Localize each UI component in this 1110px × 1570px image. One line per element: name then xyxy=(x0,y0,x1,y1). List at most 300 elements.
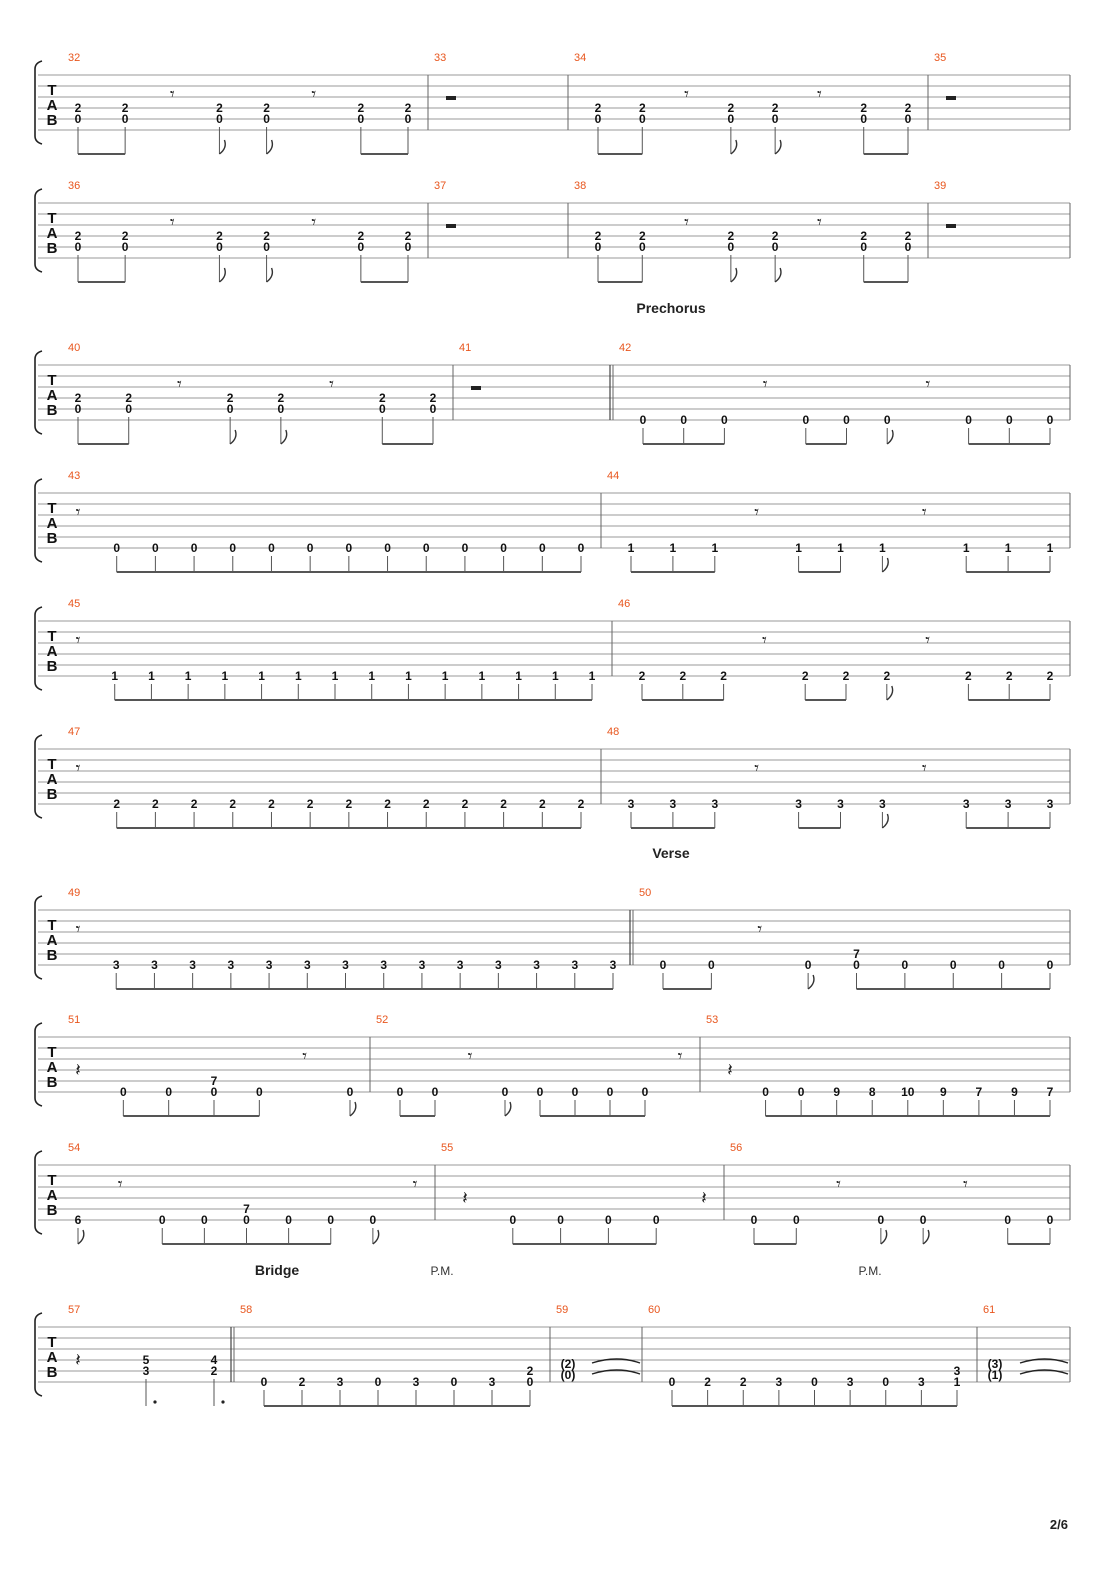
section-label: Prechorus xyxy=(636,300,706,316)
fret-number: 3 xyxy=(1046,797,1054,811)
fret-number: 3 xyxy=(953,1364,961,1378)
fret-number: 3 xyxy=(711,797,719,811)
eighth-rest: 𝄾 xyxy=(311,84,317,105)
eighth-rest: 𝄾 xyxy=(921,502,927,523)
fret-number: 0 xyxy=(327,1213,335,1227)
measure-number: 61 xyxy=(983,1304,996,1316)
fret-number: 2 xyxy=(216,101,223,115)
fret-number: 1 xyxy=(795,541,802,555)
fret-number: 0 xyxy=(369,1213,377,1227)
fret-number: 1 xyxy=(294,669,302,683)
note-flag xyxy=(267,140,273,154)
fret-number: 2 xyxy=(378,391,386,405)
fret-number: 0 xyxy=(501,1085,509,1099)
fret-number: 0 xyxy=(345,541,353,555)
fret-number: 0 xyxy=(804,958,812,972)
fret-number: 0 xyxy=(883,413,891,427)
fret-number: 0 xyxy=(639,413,647,427)
measure-number: 59 xyxy=(556,1304,569,1316)
eighth-rest: 𝄾 xyxy=(762,374,768,395)
fret-number: 1 xyxy=(405,669,412,683)
fret-number: 2 xyxy=(121,101,129,115)
fret-number: 0 xyxy=(1005,413,1013,427)
fret-number: 0 xyxy=(641,1085,649,1099)
fret-number: 0 xyxy=(638,112,646,126)
fret-number: 1 xyxy=(953,1375,961,1389)
tab-clef-t: T xyxy=(47,1044,57,1061)
eighth-rest: 𝄾 xyxy=(754,502,760,523)
fret-number: 3 xyxy=(418,958,426,972)
fret-number: 0 xyxy=(422,541,430,555)
fret-number: 0 xyxy=(509,1213,517,1227)
tab-clef-t: T xyxy=(47,372,57,389)
fret-number: 3 xyxy=(488,1375,496,1389)
fret-number: 2 xyxy=(594,229,602,243)
dot xyxy=(221,1400,224,1403)
fret-number: 0 xyxy=(721,413,728,427)
fret-number: 7 xyxy=(853,947,860,961)
whole-rest xyxy=(446,224,456,228)
fret-number: 0 xyxy=(357,240,365,254)
tab-system xyxy=(35,1142,1070,1244)
fret-number: 0 xyxy=(384,541,391,555)
note-flag xyxy=(373,1230,379,1244)
fret-number: 1 xyxy=(837,541,844,555)
tab-clef-t: T xyxy=(47,756,57,773)
measure-number: 41 xyxy=(459,342,472,354)
fret-number: 3 xyxy=(303,958,311,972)
fret-number: 2 xyxy=(268,797,275,811)
note-flag xyxy=(923,1230,929,1244)
tab-clef-a: A xyxy=(46,643,58,660)
fret-number: 2 xyxy=(638,229,646,243)
tab-clef-t: T xyxy=(47,1334,57,1351)
fret-number: 2 xyxy=(860,229,868,243)
fret-number: 3 xyxy=(918,1375,925,1389)
fret-number: 2 xyxy=(429,391,437,405)
whole-rest xyxy=(946,224,956,228)
system-bracket xyxy=(35,1313,42,1396)
tab-clef-b: B xyxy=(46,402,58,419)
system-bracket xyxy=(35,351,42,434)
fret-number: 3 xyxy=(227,958,235,972)
fret-number: 1 xyxy=(588,669,596,683)
tab-clef-b: B xyxy=(46,1202,58,1219)
note-flag xyxy=(887,430,893,444)
fret-number: 0 xyxy=(216,112,223,126)
fret-number: 2 xyxy=(500,797,507,811)
measure-number: 35 xyxy=(934,52,947,64)
fret-number: 1 xyxy=(1046,541,1054,555)
fret-number: 0 xyxy=(119,1085,127,1099)
fret-number: 0 xyxy=(1046,958,1054,972)
fret-number: 0 xyxy=(536,1085,544,1099)
fret-number: 1 xyxy=(711,541,719,555)
fret-number: 3 xyxy=(669,797,677,811)
note-flag xyxy=(78,1230,84,1244)
system-bracket xyxy=(35,735,42,818)
fret-number: 2 xyxy=(704,1375,711,1389)
fret-number: 1 xyxy=(879,541,886,555)
fret-number: 0 xyxy=(74,240,82,254)
system-bracket xyxy=(35,607,42,690)
fret-number: 2 xyxy=(152,797,159,811)
eighth-rest: 𝄾 xyxy=(169,84,175,105)
fret-number: 2 xyxy=(345,797,353,811)
fret-number: 3 xyxy=(837,797,844,811)
fret-number: 4 xyxy=(210,1353,218,1367)
fret-number: 2 xyxy=(404,101,412,115)
fret-number: 0 xyxy=(1004,1213,1012,1227)
note-flag xyxy=(281,430,287,444)
tab-clef-a: A xyxy=(46,1187,58,1204)
fret-number: 0 xyxy=(762,1085,769,1099)
fret-number: 0 xyxy=(346,1085,354,1099)
measure-number: 39 xyxy=(934,180,947,192)
system-bracket xyxy=(35,1151,42,1234)
fret-number: 0 xyxy=(860,112,868,126)
tab-system xyxy=(35,180,1070,282)
note-flag xyxy=(350,1102,356,1116)
note-flag xyxy=(775,268,781,282)
fret-number: 0 xyxy=(500,541,507,555)
fret-number: 0 xyxy=(860,240,868,254)
fret-number: 2 xyxy=(277,391,285,405)
fret-number: 2 xyxy=(461,797,469,811)
fret-number: 1 xyxy=(441,669,449,683)
fret-number: 3 xyxy=(142,1364,150,1378)
eighth-rest: 𝄾 xyxy=(921,758,927,779)
fret-number: 3 xyxy=(112,958,120,972)
note-flag xyxy=(731,140,737,154)
fret-number: 2 xyxy=(883,669,891,683)
fret-number: 3 xyxy=(380,958,388,972)
fret-number: 2 xyxy=(904,229,912,243)
eighth-rest: 𝄾 xyxy=(963,1174,968,1195)
fret-number: 0 xyxy=(263,240,270,254)
fret-number: 0 xyxy=(727,240,735,254)
tab-clef-a: A xyxy=(46,387,58,404)
fret-number: 0 xyxy=(668,1375,676,1389)
tab-clef-b: B xyxy=(46,240,58,257)
eighth-rest: 𝄾 xyxy=(757,919,763,940)
fret-number: 3 xyxy=(336,1375,344,1389)
tab-clef-t: T xyxy=(47,917,57,934)
tab-clef-b: B xyxy=(46,530,58,547)
measure-number: 55 xyxy=(441,1142,454,1154)
measure-number: 45 xyxy=(68,598,81,610)
measure-number: 56 xyxy=(730,1142,743,1154)
tab-clef-b: B xyxy=(46,1364,58,1381)
measure-number: 36 xyxy=(68,180,81,192)
fret-number: 0 xyxy=(853,958,860,972)
fret-number: 0 xyxy=(306,541,314,555)
system-bracket xyxy=(35,1023,42,1106)
fret-number: 3 xyxy=(627,797,635,811)
quarter-rest: 𝄽 xyxy=(727,1060,733,1081)
eighth-rest: 𝄾 xyxy=(817,212,822,233)
fret-number: 7 xyxy=(975,1085,983,1099)
fret-number: 0 xyxy=(904,240,912,254)
measure-number: 32 xyxy=(68,52,81,64)
fret-number: 3 xyxy=(609,958,617,972)
fret-number: 2 xyxy=(526,1364,534,1378)
fret-number: 2 xyxy=(74,391,82,405)
fret-number: 0 xyxy=(659,958,667,972)
measure-number: 33 xyxy=(434,52,447,64)
fret-number: 0 xyxy=(216,240,223,254)
fret-number: 0 xyxy=(1046,413,1054,427)
fret-number: 0 xyxy=(998,958,1005,972)
fret-number: 0 xyxy=(404,240,412,254)
tab-system xyxy=(35,300,1070,444)
fret-number: 1 xyxy=(627,541,635,555)
fret-number: 2 xyxy=(121,229,129,243)
measure-number: 52 xyxy=(376,1014,389,1026)
fret-number: 1 xyxy=(669,541,677,555)
fret-number: 0 xyxy=(594,240,602,254)
tab-system xyxy=(35,1262,1070,1406)
fret-number: 1 xyxy=(148,669,155,683)
fret-number: 0 xyxy=(121,240,129,254)
fret-number: 3 xyxy=(412,1375,420,1389)
fret-number: 3 xyxy=(879,797,886,811)
fret-number: 0 xyxy=(374,1375,382,1389)
fret-number: 0 xyxy=(74,402,82,416)
fret-number: 2 xyxy=(577,797,585,811)
fret-number: 0 xyxy=(882,1375,890,1389)
system-bracket xyxy=(35,61,42,144)
fret-number: 10 xyxy=(901,1085,915,1099)
fret-number: 0 xyxy=(260,1375,268,1389)
measure-number: 42 xyxy=(619,342,632,354)
fret-number: 0 xyxy=(357,112,365,126)
note-flag xyxy=(808,975,814,989)
fret-number: 2 xyxy=(727,101,735,115)
fret-number: 1 xyxy=(368,669,376,683)
fret-number: 0 xyxy=(965,413,972,427)
fret-number: (3) xyxy=(987,1357,1003,1371)
eighth-rest: 𝄾 xyxy=(75,630,81,651)
system-bracket xyxy=(35,896,42,979)
fret-number: 0 xyxy=(263,112,270,126)
fret-number: 2 xyxy=(210,1364,218,1378)
fret-number: 6 xyxy=(74,1213,82,1227)
note-flag xyxy=(731,268,737,282)
tab-system xyxy=(35,845,1070,989)
fret-number: 0 xyxy=(797,1085,805,1099)
eighth-rest: 𝄾 xyxy=(925,374,931,395)
fret-number: 2 xyxy=(1005,669,1013,683)
fret-number: 0 xyxy=(526,1375,534,1389)
tab-clef-a: A xyxy=(46,1349,58,1366)
system-bracket xyxy=(35,479,42,562)
system-bracket xyxy=(35,189,42,272)
eighth-rest: 𝄾 xyxy=(677,1046,683,1067)
fret-number: 1 xyxy=(551,669,559,683)
tab-clef-a: A xyxy=(46,771,58,788)
fret-number: 0 xyxy=(843,413,850,427)
eighth-rest: 𝄾 xyxy=(925,630,930,651)
fret-number: 9 xyxy=(1011,1085,1018,1099)
fret-number: 0 xyxy=(277,402,285,416)
eighth-rest: 𝄾 xyxy=(177,374,182,395)
measure-number: 47 xyxy=(68,726,81,738)
eighth-rest: 𝄾 xyxy=(684,84,689,105)
fret-number: 7 xyxy=(1046,1085,1054,1099)
fret-number: 3 xyxy=(456,958,464,972)
fret-number: 0 xyxy=(605,1213,612,1227)
fret-number: 3 xyxy=(189,958,196,972)
fret-number: 0 xyxy=(652,1213,660,1227)
fret-number: 2 xyxy=(771,101,779,115)
measure-number: 43 xyxy=(68,470,81,482)
fret-number: 0 xyxy=(158,1213,166,1227)
fret-number: (0) xyxy=(560,1368,576,1382)
measure-number: 46 xyxy=(618,598,631,610)
fret-number: 0 xyxy=(727,112,735,126)
fret-number: 2 xyxy=(229,797,237,811)
fret-number: 0 xyxy=(771,112,779,126)
fret-number: 3 xyxy=(962,797,970,811)
eighth-rest: 𝄾 xyxy=(467,1046,473,1067)
measure-number: 60 xyxy=(648,1304,661,1316)
fret-number: 0 xyxy=(571,1085,579,1099)
tab-system xyxy=(35,52,1070,154)
fret-number: 2 xyxy=(384,797,391,811)
fret-number: 2 xyxy=(638,669,646,683)
fret-number: 2 xyxy=(739,1375,747,1389)
fret-number: 0 xyxy=(949,958,957,972)
measure-number: 48 xyxy=(607,726,620,738)
note-flag xyxy=(230,430,236,444)
measure-number: 49 xyxy=(68,887,81,899)
eighth-rest: 𝄾 xyxy=(329,374,334,395)
note-flag xyxy=(882,558,888,572)
fret-number: (1) xyxy=(987,1368,1003,1382)
tab-clef-a: A xyxy=(46,515,58,532)
fret-number: 2 xyxy=(860,101,868,115)
fret-number: 0 xyxy=(802,413,810,427)
fret-number: 9 xyxy=(939,1085,947,1099)
fret-number: 3 xyxy=(495,958,502,972)
fret-number: 0 xyxy=(577,541,585,555)
whole-rest xyxy=(946,96,956,100)
fret-number: 0 xyxy=(125,402,133,416)
fret-number: 3 xyxy=(846,1375,854,1389)
tab-system xyxy=(35,726,1070,828)
fret-number: 2 xyxy=(263,229,270,243)
tab-system xyxy=(35,470,1070,572)
fret-number: 0 xyxy=(268,541,275,555)
tab-clef-a: A xyxy=(46,225,58,242)
fret-number: 0 xyxy=(792,1213,800,1227)
fret-number: 3 xyxy=(1004,797,1012,811)
fret-number: 2 xyxy=(771,229,779,243)
fret-number: 2 xyxy=(904,101,912,115)
fret-number: 0 xyxy=(210,1085,218,1099)
fret-number: 2 xyxy=(298,1375,306,1389)
tab-clef-t: T xyxy=(47,500,57,517)
fret-number: 2 xyxy=(404,229,412,243)
fret-number: 0 xyxy=(255,1085,263,1099)
eighth-rest: 𝄾 xyxy=(684,212,689,233)
quarter-rest: 𝄽 xyxy=(75,1060,81,1081)
fret-number: 3 xyxy=(151,958,158,972)
fret-number: 0 xyxy=(1046,1213,1054,1227)
dot xyxy=(153,1400,156,1403)
tab-clef-b: B xyxy=(46,786,58,803)
fret-number: 2 xyxy=(306,797,314,811)
fret-number: 0 xyxy=(461,541,469,555)
tab-system xyxy=(35,598,1070,700)
fret-number: 0 xyxy=(396,1085,404,1099)
measure-number: 54 xyxy=(68,1142,81,1154)
page-number: 2/6 xyxy=(1049,1517,1068,1532)
fret-number: 2 xyxy=(727,229,735,243)
fret-number: 0 xyxy=(431,1085,439,1099)
fret-number: 2 xyxy=(226,391,234,405)
fret-number: 0 xyxy=(152,541,159,555)
fret-number: 0 xyxy=(429,402,437,416)
measure-number: 57 xyxy=(68,1304,81,1316)
fret-number: 0 xyxy=(708,958,715,972)
fret-number: 2 xyxy=(216,229,223,243)
fret-number: 0 xyxy=(450,1375,458,1389)
fret-number: 2 xyxy=(538,797,546,811)
fret-number: 2 xyxy=(422,797,430,811)
eighth-rest: 𝄾 xyxy=(75,502,81,523)
fret-number: 0 xyxy=(538,541,546,555)
note-flag xyxy=(881,1230,887,1244)
fret-number: 1 xyxy=(962,541,970,555)
fret-number: 0 xyxy=(557,1213,564,1227)
tab-clef-a: A xyxy=(46,1059,58,1076)
measure-number: 51 xyxy=(68,1014,81,1026)
tab-clef-a: A xyxy=(46,932,58,949)
fret-number: 2 xyxy=(190,797,198,811)
fret-number: 2 xyxy=(679,669,687,683)
eighth-rest: 𝄾 xyxy=(75,919,81,940)
note-flag xyxy=(505,1102,511,1116)
fret-number: 7 xyxy=(243,1202,250,1216)
whole-rest xyxy=(446,96,456,100)
fret-number: (2) xyxy=(560,1357,576,1371)
fret-number: 2 xyxy=(357,229,365,243)
fret-number: 1 xyxy=(258,669,265,683)
fret-number: 2 xyxy=(125,391,133,405)
fret-number: 0 xyxy=(811,1375,818,1389)
fret-number: 0 xyxy=(404,112,412,126)
fret-number: 0 xyxy=(771,240,779,254)
tab-clef-t: T xyxy=(47,210,57,227)
measure-number: 53 xyxy=(706,1014,719,1026)
fret-number: 2 xyxy=(357,101,365,115)
fret-number: 0 xyxy=(594,112,602,126)
fret-number: 2 xyxy=(1046,669,1054,683)
tab-clef-b: B xyxy=(46,112,58,129)
note-flag xyxy=(887,686,893,700)
note-flag xyxy=(219,140,225,154)
fret-number: 0 xyxy=(680,413,688,427)
palm-mute-label: P.M. xyxy=(430,1264,454,1278)
fret-number: 3 xyxy=(571,958,579,972)
fret-number: 2 xyxy=(965,669,972,683)
fret-number: 0 xyxy=(74,112,82,126)
eighth-rest: 𝄾 xyxy=(75,758,81,779)
fret-number: 0 xyxy=(638,240,646,254)
eighth-rest: 𝄾 xyxy=(817,84,822,105)
